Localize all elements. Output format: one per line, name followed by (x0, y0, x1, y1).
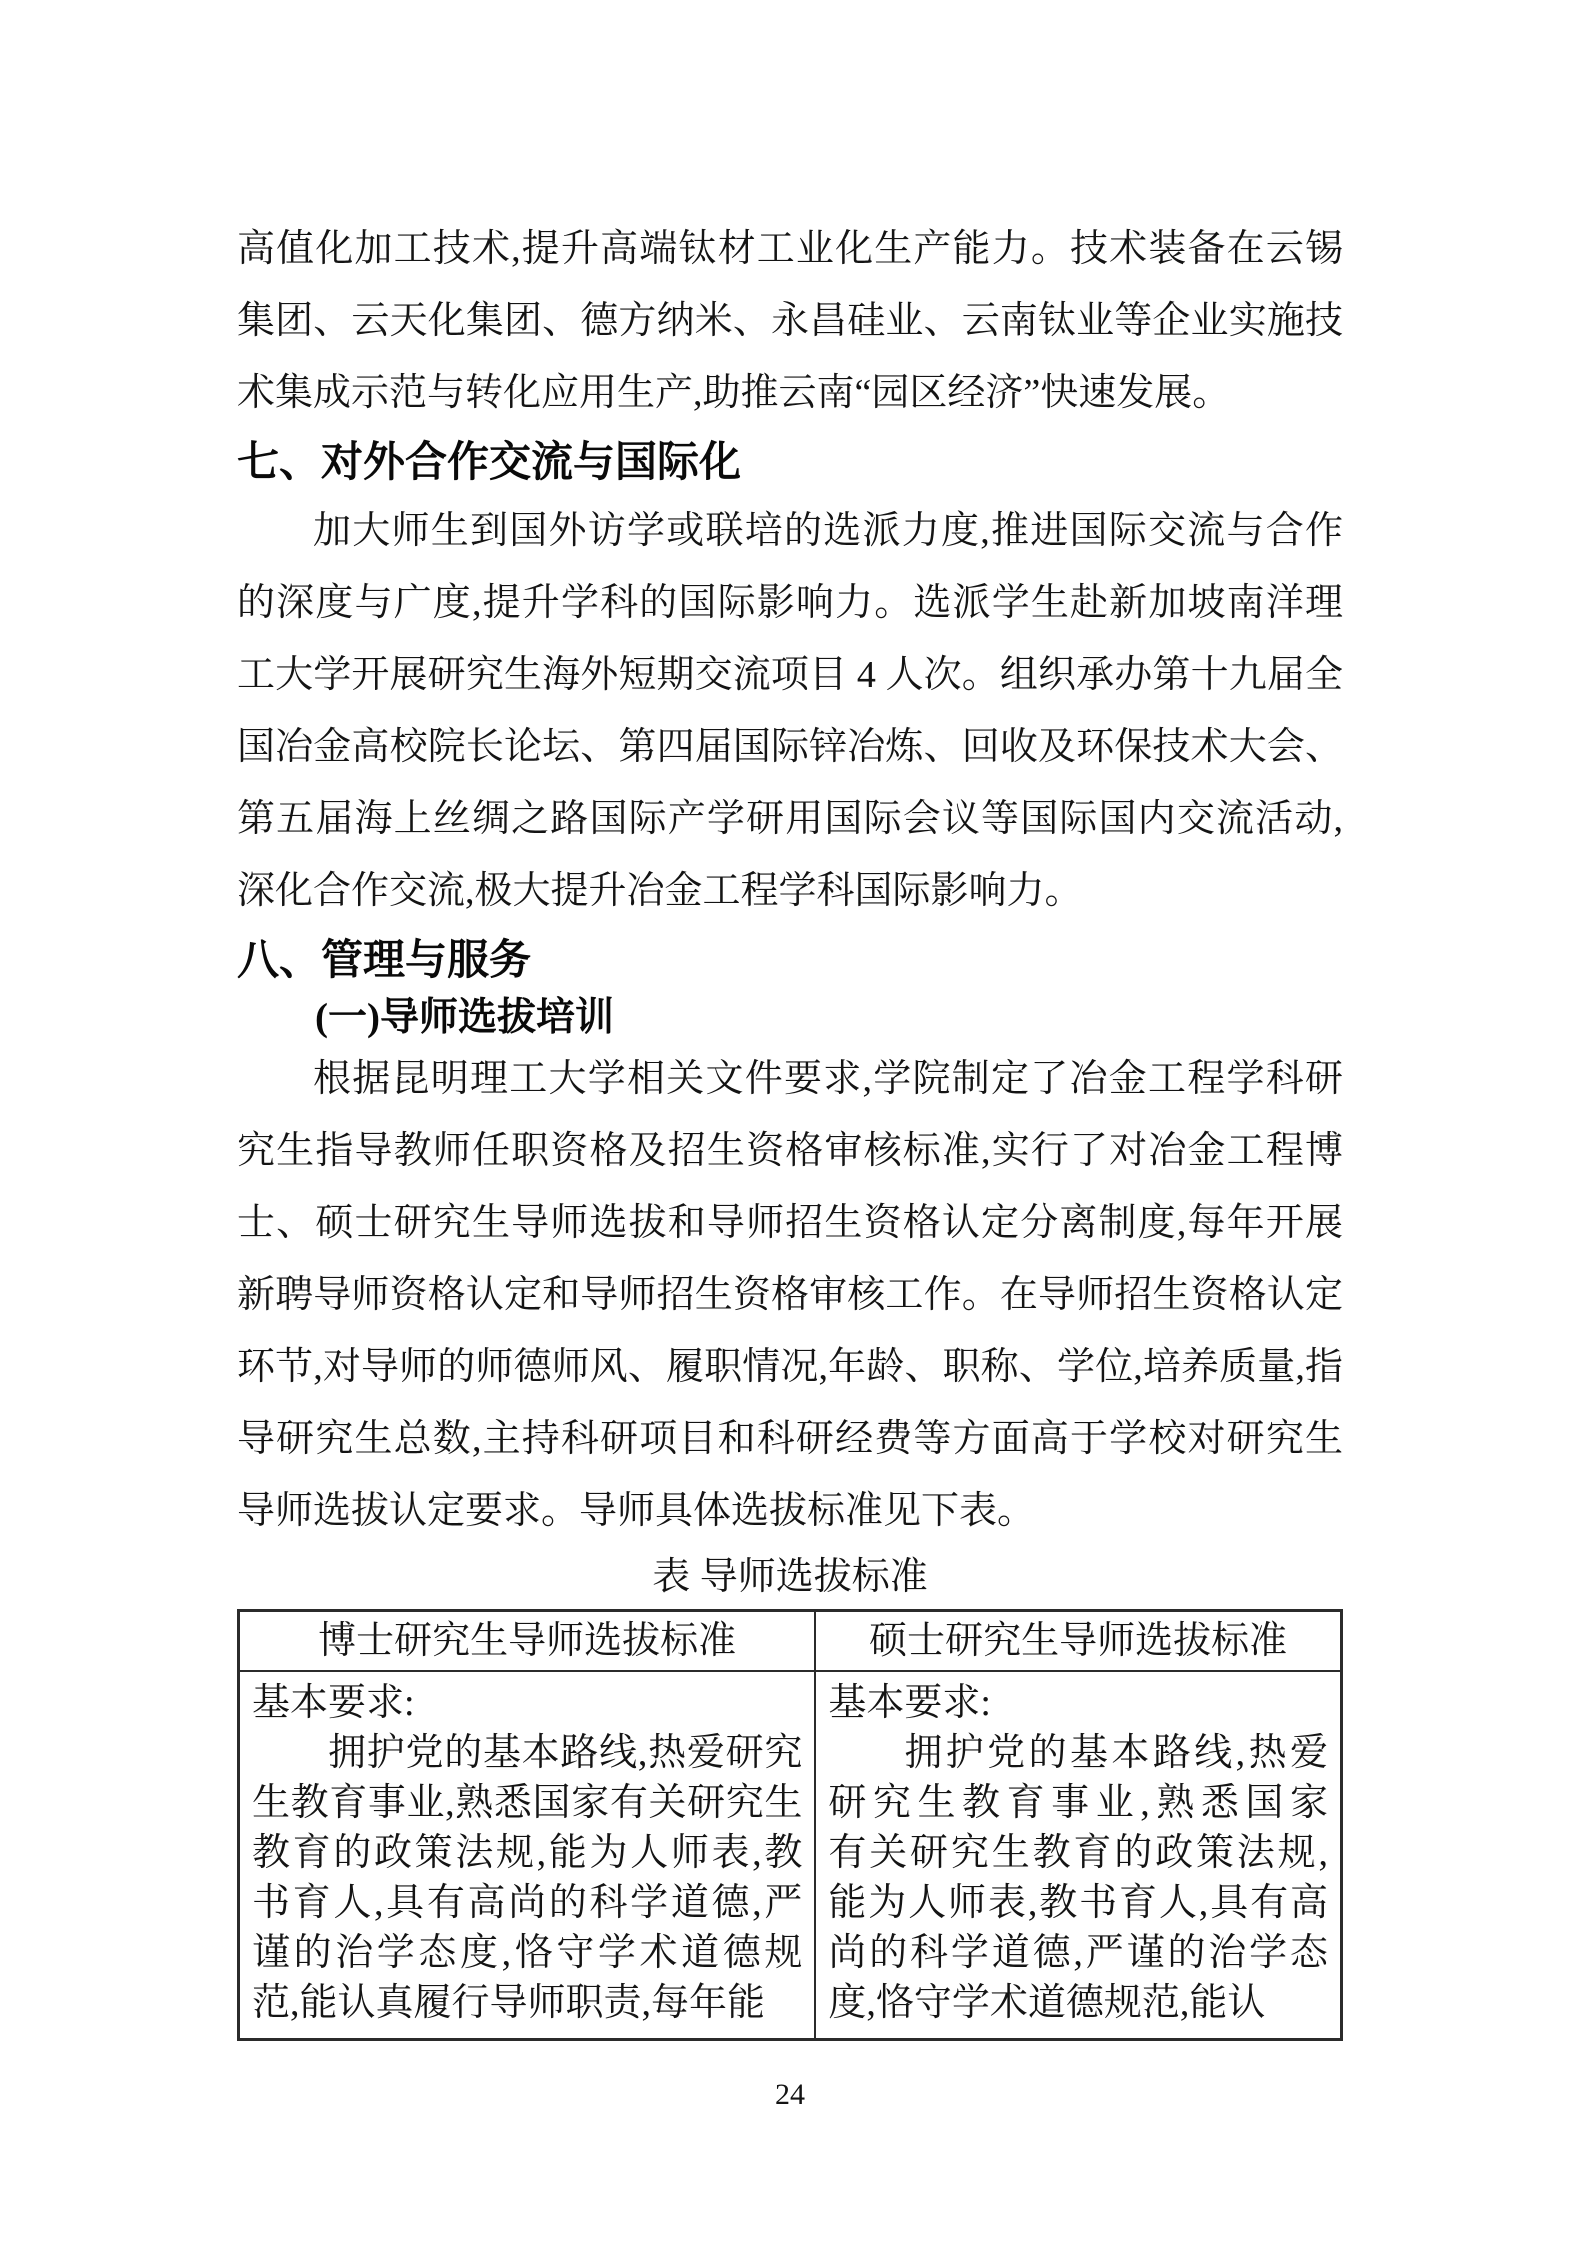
page-number: 24 (775, 2078, 805, 2111)
table-header-phd: 博士研究生导师选拔标准 (239, 1611, 816, 1672)
subsection-1-paragraph: 根据昆明理工大学相关文件要求,学院制定了冶金工程学科研究生指导教师任职资格及招生资格审核标准,实行了对冶金工程博士、硕士研究生导师选拔和导师招生资格认定分离制度,每年开展新聘导师资格认定和导师招生资格审核工作。在导师招生资格认定环节,对导师的师德师风、履职情况,年龄、职称、学位,培养质量,指导研究生总数,主持科研项目和科研经费等方面高于学校对研究生导师选拔认定要求。导师具体选拔标准见下表。 (237, 1058, 1343, 1532)
table-caption: 表 导师选拔标准 (652, 1556, 928, 1598)
table-header-master: 硕士研究生导师选拔标准 (815, 1611, 1341, 1672)
table-body-row (239, 1671, 1342, 2040)
subsection-1-heading: (一)导师选拔培训 (315, 996, 614, 1039)
section-7-paragraph: 加大师生到国外访学或联培的选派力度,推进国际交流与合作的深度与广度,提升学科的国际影响力。选派学生赴新加坡南洋理工大学开展研究生海外短期交流项目 4 人次。组织承办第十九届全国冶金高校院长论坛、第四届国际锌冶炼、回收及环保技术大会、第五届海上丝绸之路国际产学研用国际会议等国际国内交流活动,深化合作交流,极大提升冶金工程学科国际影响力。 (237, 510, 1343, 912)
phd-basic-requirements-text: 拥护党的基本路线,热爱研究生教育事业,熟悉国家有关研究生教育的政策法规,能为人师表,教书育人,具有高尚的科学道德,严谨的治学态度,恪守学术道德规范,能认真履行导师职责,每年能 (252, 1732, 803, 2024)
phd-basic-requirements-label: 基本要求: (252, 1682, 415, 1724)
table-header-row (239, 1611, 1342, 1672)
section-8-heading: 八、管理与服务 (237, 936, 532, 983)
supervisor-selection-table (237, 1609, 1367, 2041)
master-basic-requirements-text: 拥护党的基本路线,热爱研究生教育事业,熟悉国家 有关研究生教育的政策法规,能为人师表,教书育人,具有高尚的科学道德,严谨的治学态度,恪守学术道德规范,能认 (828, 1732, 1367, 2024)
table-cell-phd (239, 1671, 816, 2040)
section-7-heading: 七、对外合作交流与国际化 (237, 438, 742, 485)
table-cell-master (815, 1671, 1367, 2040)
paragraph-continuation: 高值化加工技术,提升高端钛材工业化生产能力。技术装备在云锡集团、云天化集团、德方纳米、永昌硅业、云南钛业等企业实施技术集成示范与转化应用生产,助推云南“园区经济”快速发展。 (237, 228, 1343, 414)
master-basic-requirements-label: 基本要求: (828, 1682, 991, 1724)
